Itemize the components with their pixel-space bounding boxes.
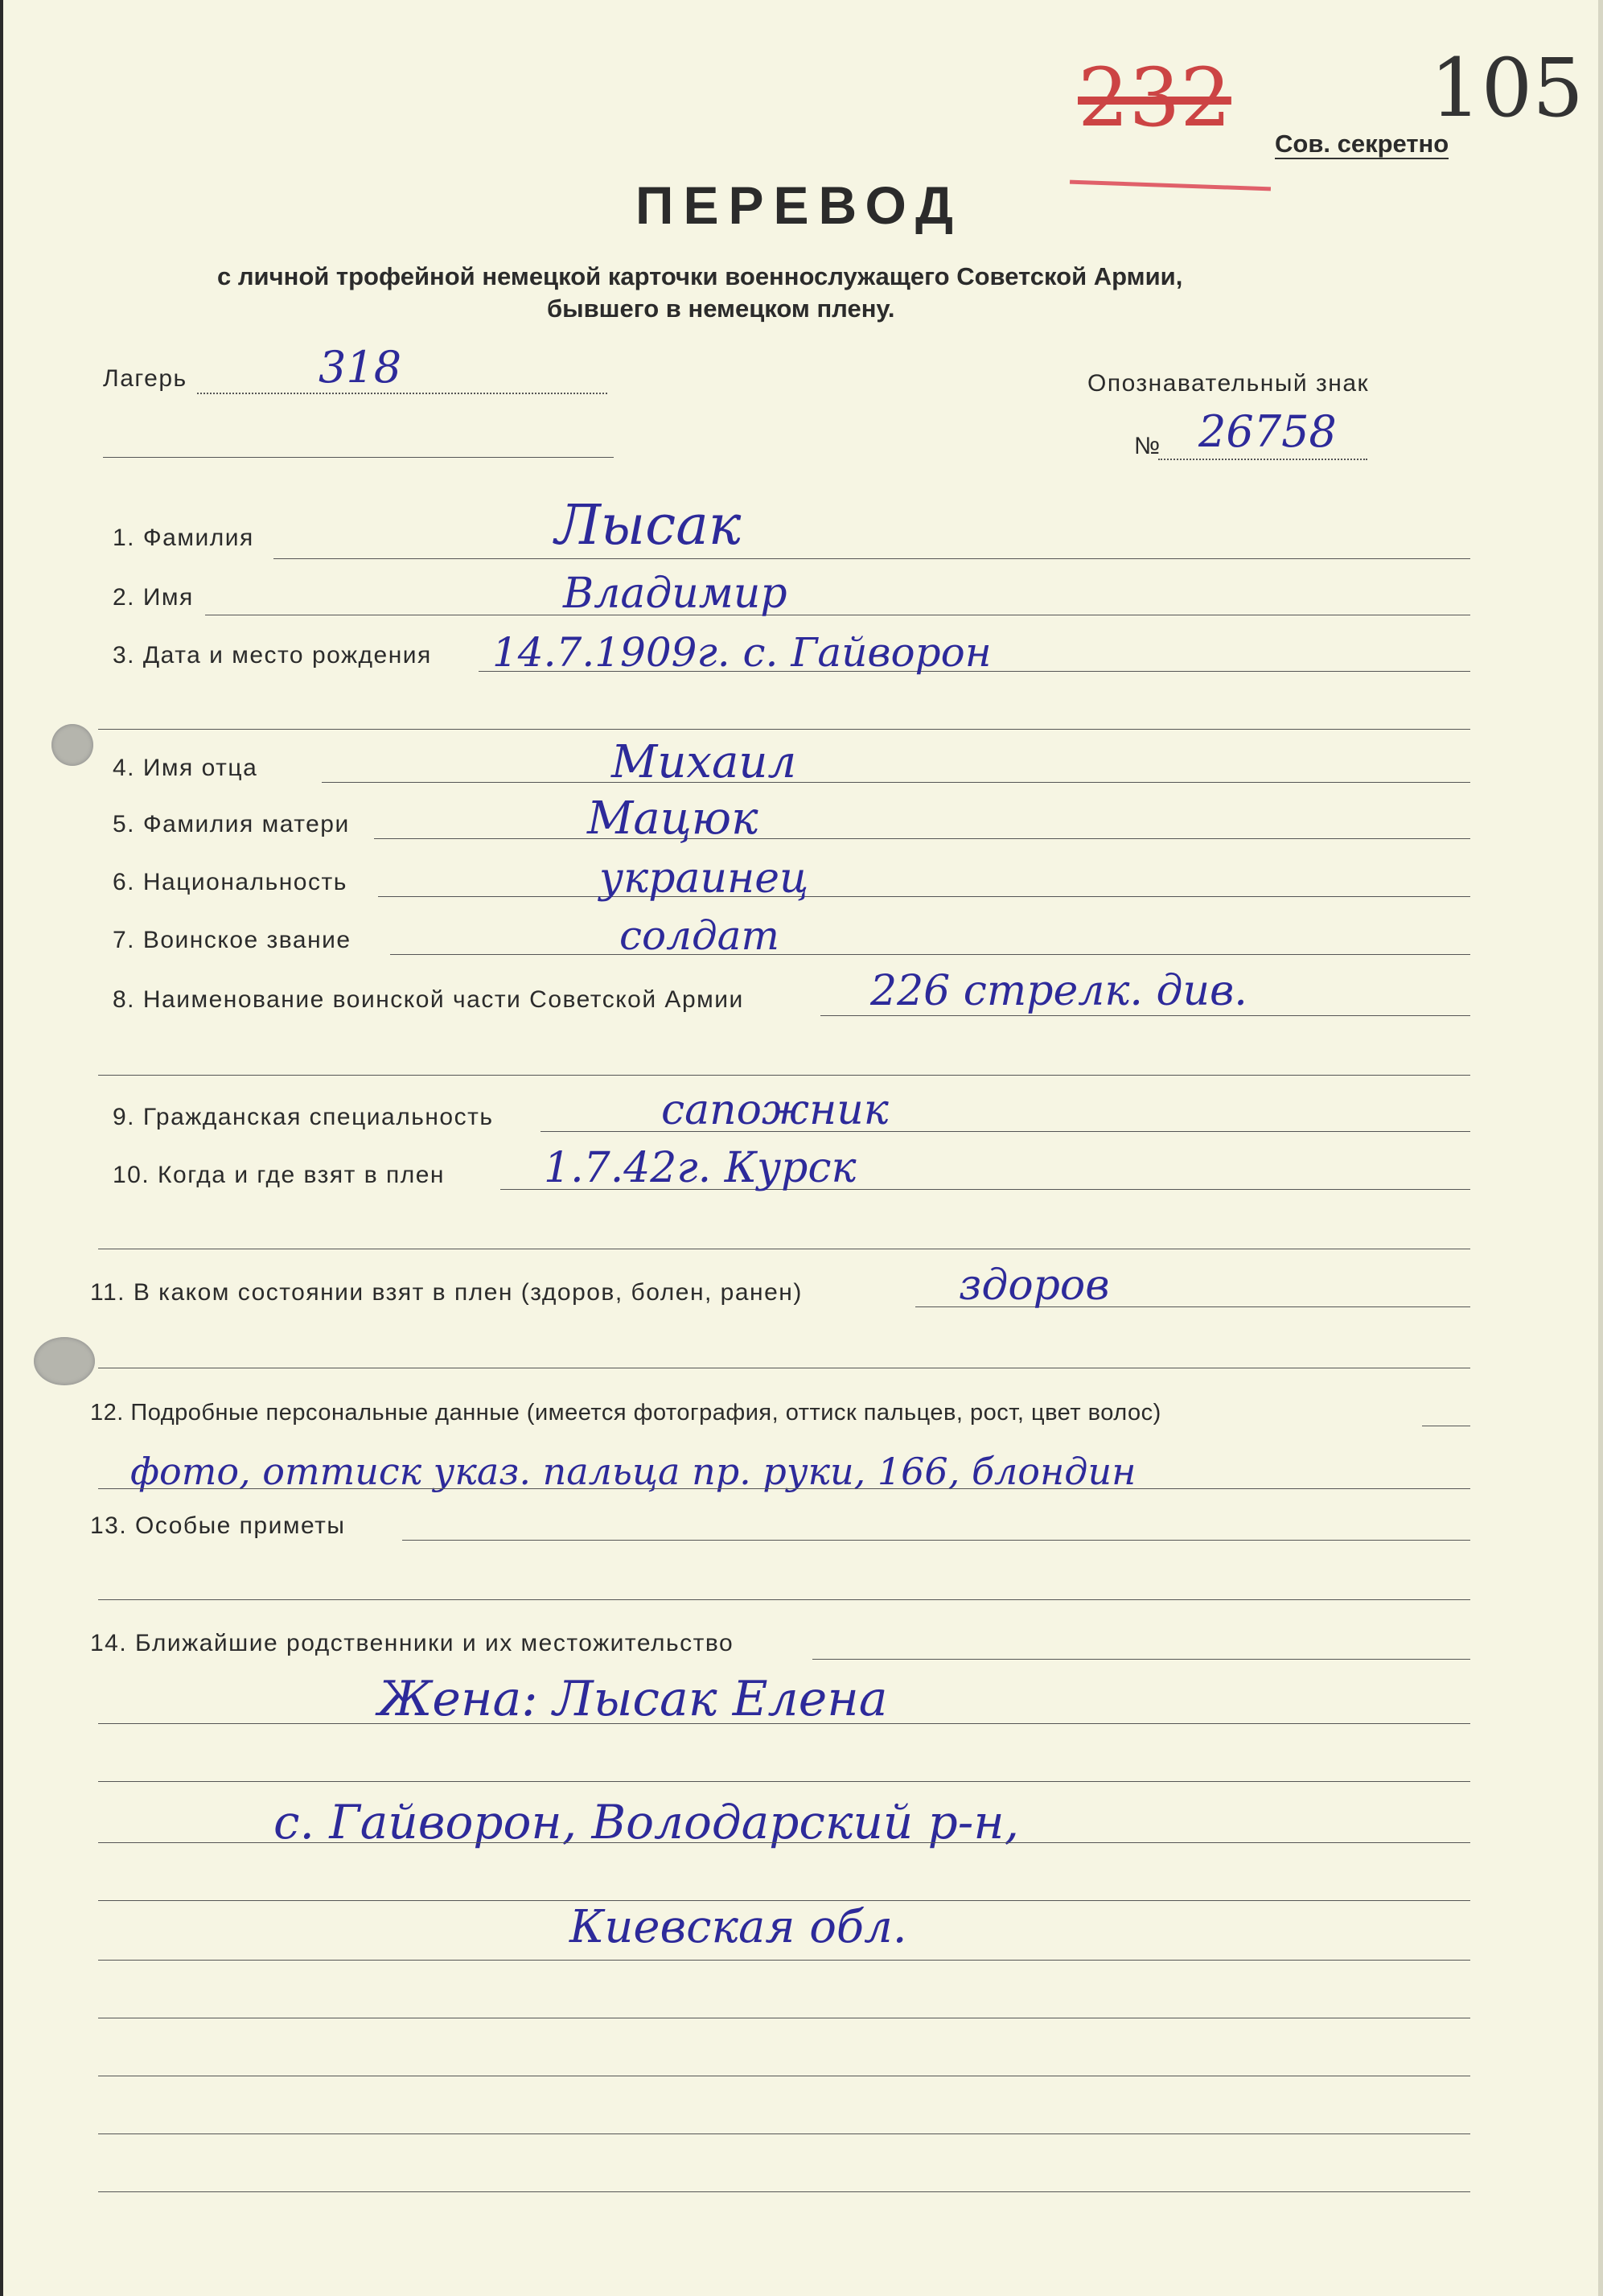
field-rank-value: солдат <box>619 912 779 959</box>
page-number: 105 <box>1430 41 1584 135</box>
relatives-rule-9 <box>98 2191 1470 2192</box>
field-birth-value: 14.7.1909г. с. Гайворон <box>492 629 992 676</box>
relatives-rule-1 <box>98 1723 1470 1724</box>
relatives-line-1: Жена: Лысак Елена <box>378 1671 888 1727</box>
id-tag-label: Опознавательный знак <box>1087 370 1370 397</box>
field-condition-label: 11. В каком состоянии взят в плен (здоров, болен, ранен) <box>90 1279 803 1306</box>
field-birth-label: 3. Дата и место рождения <box>113 642 432 669</box>
relatives-rule-3 <box>98 1842 1470 1843</box>
relatives-rule-5 <box>98 1960 1470 1961</box>
field-personal-line-2 <box>98 1488 1470 1489</box>
field-marks-label: 13. Особые приметы <box>90 1512 346 1539</box>
id-tag-line <box>1158 459 1367 460</box>
field-relatives-label: 14. Ближайшие родственники и их местожительство <box>90 1630 734 1656</box>
classification: Сов. секретно <box>1275 130 1449 158</box>
field-nationality-line <box>378 896 1470 897</box>
field-father-line <box>322 782 1470 783</box>
field-unit-value: 226 стрелк. див. <box>870 967 1247 1015</box>
field-name-value: Владимир <box>563 570 787 618</box>
field-nationality-label: 6. Национальность <box>113 869 347 895</box>
scan-edge-right <box>1598 0 1603 2296</box>
field-relatives-line <box>812 1659 1470 1660</box>
camp-label: Лагерь <box>103 365 187 392</box>
red-strike-mark <box>1070 180 1271 191</box>
field-birth-line-2 <box>98 729 1470 730</box>
field-condition-value: здоров <box>959 1261 1110 1310</box>
field-father-value: Михаил <box>611 736 797 788</box>
field-mother-label: 5. Фамилия матери <box>113 811 350 837</box>
field-captured-label: 10. Когда и где взят в плен <box>113 1162 445 1188</box>
camp-line <box>197 393 607 394</box>
field-captured-value: 1.7.42г. Курск <box>544 1144 857 1192</box>
camp-line-2 <box>103 457 614 458</box>
punch-hole-top <box>51 724 93 766</box>
field-surname-label: 1. Фамилия <box>113 525 254 551</box>
subtitle-line1: с личной трофейной немецкой карточки военнослужащего Советской Армии, <box>217 262 1183 290</box>
field-mother-value: Мацюк <box>587 792 758 845</box>
field-profession-value: сапожник <box>661 1086 889 1134</box>
field-unit-line <box>820 1015 1470 1016</box>
crossed-number: 232 <box>1078 51 1231 145</box>
field-surname-line <box>273 558 1470 559</box>
camp-value: 318 <box>319 342 402 393</box>
page-title: ПЕРЕВОД <box>635 175 964 235</box>
field-name-label: 2. Имя <box>113 584 194 611</box>
field-father-label: 4. Имя отца <box>113 755 258 781</box>
field-nationality-value: украинец <box>599 854 809 903</box>
field-rank-label: 7. Воинское звание <box>113 927 351 953</box>
punch-hole-bottom <box>34 1337 95 1385</box>
scan-edge <box>0 0 3 2296</box>
subtitle-line2: бывшего в немецком плену. <box>547 294 895 323</box>
field-personal-value: фото, оттиск указ. пальца пр. руки, 166, блондин <box>130 1450 1136 1493</box>
id-tag-prefix: № <box>1134 433 1161 459</box>
relatives-rule-2 <box>98 1781 1470 1782</box>
field-rank-line <box>390 954 1470 955</box>
field-mother-line <box>374 838 1470 839</box>
relatives-line-2: с. Гайворон, Володарский р-н, <box>273 1795 1019 1850</box>
relatives-rule-8 <box>98 2133 1470 2134</box>
field-marks-line-2 <box>98 1599 1470 1600</box>
id-tag-value: 26758 <box>1198 406 1337 457</box>
field-unit-line-2 <box>98 1075 1470 1076</box>
field-unit-label: 8. Наименование воинской части Советской Армии <box>113 986 744 1013</box>
field-surname-value: Лысак <box>555 494 742 558</box>
field-profession-label: 9. Гражданская специальность <box>113 1104 494 1130</box>
field-personal-label: 12. Подробные персональные данные (имеется фотография, оттиск пальцев, рост, цвет волос) <box>90 1400 1161 1426</box>
relatives-line-3: Киевская обл. <box>569 1901 907 1953</box>
field-marks-line <box>402 1540 1470 1541</box>
